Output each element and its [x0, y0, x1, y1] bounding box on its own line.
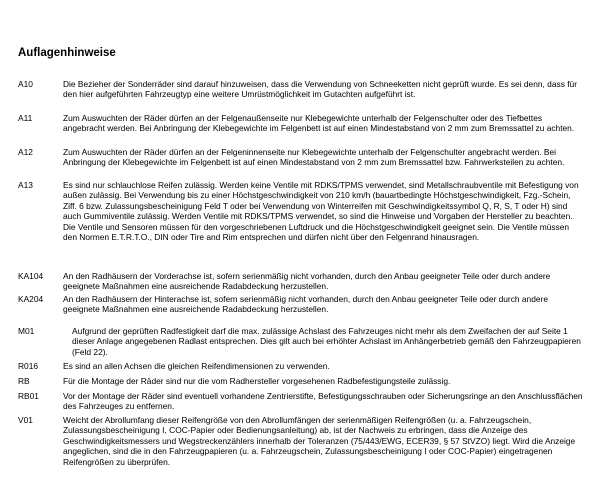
note-code: RB01: [18, 391, 39, 401]
note-code: V01: [18, 415, 33, 425]
section-title: Auflagenhinweise: [18, 47, 116, 59]
note-code: A13: [18, 180, 33, 190]
note-code: M01: [18, 326, 35, 336]
note-text: Aufgrund der geprüften Radfestigkeit darf die max. zulässige Achslast des Fahrzeuges nicht mehr als dem Zweifachen der auf Seite 1 dieser Anlage angegebenen Radlast entsprechen. Dies gilt auch bei erhöhter Achslast im Anhängerbetrieb gemäß den Fahrzeugpapieren (Feld 22).: [72, 326, 581, 357]
note-text: Weicht der Abrollumfang dieser Reifengröße von den Abrollumfängen der serienmäßigen Reifengrößen (u. a. Fahrzeugschein, Zulassungsbescheinigung I, COC-Papier oder Bedienungsanleitung) ab, ist der Nachweis zu erbringen, dass die Anzeige des Geschwindigkeitsmessers und Wegstreckenzählers innerhalb der Toleranzen (75/443/EWG, ECER39, § 57 StVZO) liegt. Wird die Anzeige angeglichen, sind die in den Fahrzeugpapieren (u. a. Fahrzeugschein, Zulassungsbescheinigung I oder COC-Papier) eingetragenen Reifengrößen zu überprüfen.: [63, 415, 576, 467]
note-code: A10: [18, 79, 33, 89]
note-code: R016: [18, 361, 39, 371]
note-text: Zum Auswuchten der Räder dürfen an der Felgeninnenseite nur Klebegewichte unterhalb der Felgenschulter angebracht werden. Bei Anbringung der Klebegewichte im Felgenbett ist auf einen Mindestabstand von 2 mm zum Bremssattel bzw. Fahrwerksteilen zu achten.: [63, 147, 565, 168]
note-text: Für die Montage der Räder sind nur die vom Radhersteller vorgesehenen Radbefestigungsteile zulässig.: [63, 376, 451, 386]
note-code: A12: [18, 147, 33, 157]
note-code: RB: [18, 376, 30, 386]
note-code: KA104: [18, 271, 44, 281]
note-text: Die Bezieher der Sonderräder sind darauf hinzuweisen, dass die Verwendung von Schneeketten nicht geprüft wurde. Es sei denn, dass für den hier aufgeführten Fahrzeugtyp eine weitere Umrüstmöglichkeit im Gutachten aufgeführt ist.: [63, 79, 577, 100]
note-text: Es sind an allen Achsen die gleichen Reifendimensionen zu verwenden.: [63, 361, 330, 371]
note-text: Zum Auswuchten der Räder dürfen an der Felgenaußenseite nur Klebegewichte unterhalb der Felgenschulter oder des Tiefbettes angebracht werden. Bei Anbringung der Klebegewichte im Felgenbett ist auf einen Mindestabstand von 2 mm zum Bremssattel zu achten.: [63, 113, 575, 134]
note-text: An den Radhäusern der Hinterachse ist, sofern serienmäßig nicht vorhanden, durch den Anbau geeigneter Teile oder durch andere geeignete Maßnahmen eine ausreichende Radabdeckung herzustellen.: [63, 294, 548, 315]
note-text: Es sind nur schlauchlose Reifen zulässig. Werden keine Ventile mit RDKS/TPMS verwendet, sind Metallschraubventile mit Befestigung von außen zulässig. Bei Verwendung bis zu einer Höchstgeschwindigkeit von 210 km/h (bauartbedingte Höchstgeschwindigkeit, Fzg.-Schein, Ziff. 6 bzw. Zulassungsbescheinigung Feld T oder bei Verwendung von Winterreifen mit Geschwindigkeitssymbol Q, R, S, T oder H) sind auch Gummiventile zulässig. Werden Ventile mit RDKS/TPMS verwendet, so sind die Hinweise und Vorgaben der Hersteller zu beachten. Die Ventile und Sensoren müssen für den vorgeschriebenen Luftdruck und die Höchstgeschwindigkeit geeignet sein. Die Ventile müssen den Normen E.T.R.T.O., DIN oder Tire and Rim entsprechen und dürfen nicht über den Felgenrand hinausragen.: [63, 180, 579, 243]
note-code: KA204: [18, 294, 44, 304]
note-text: An den Radhäusern der Vorderachse ist, sofern serienmäßig nicht vorhanden, durch den Anbau geeigneter Teile oder durch andere geeignete Maßnahmen eine ausreichende Radabdeckung herzustellen.: [63, 271, 551, 292]
note-text: Vor der Montage der Räder sind eventuell vorhandene Zentrierstifte, Befestigungsschrauben oder Sicherungsringe an den Anschlussflächen des Fahrzeuges zu entfernen.: [63, 391, 583, 412]
note-code: A11: [18, 113, 33, 123]
